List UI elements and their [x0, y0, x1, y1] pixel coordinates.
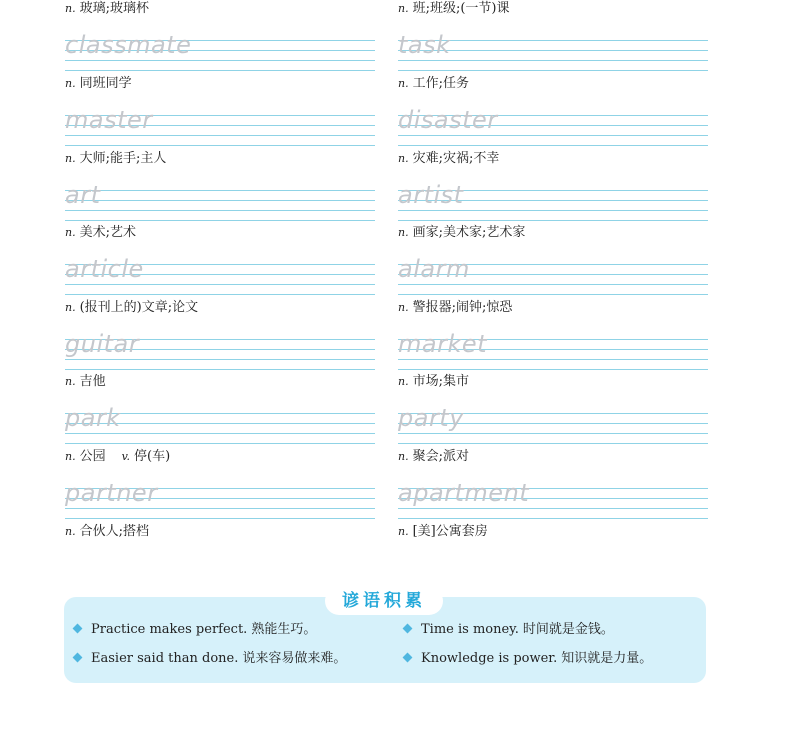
- meaning-line: n. 玻璃;玻璃杯: [65, 1, 149, 16]
- trace-word: guitar: [65, 330, 140, 358]
- trace-word: master: [65, 106, 153, 134]
- diamond-bullet-icon: [73, 624, 83, 634]
- meaning-line: n. (报刊上的)文章;论文: [65, 300, 199, 315]
- trace-word: market: [398, 330, 488, 358]
- meaning-line: n. 警报器;闹钟;惊恐: [398, 300, 513, 315]
- diamond-bullet-icon: [403, 653, 413, 663]
- trace-word: classmate: [65, 31, 192, 59]
- writing-lines: [398, 31, 708, 70]
- trace-word: partner: [65, 479, 158, 507]
- diamond-bullet-icon: [73, 653, 83, 663]
- trace-word: task: [398, 31, 451, 59]
- proverb-title: 谚语积累: [325, 587, 443, 615]
- meaning-line: n. 公园 v. 停(车): [65, 449, 171, 464]
- meaning-line: n. 市场;集市: [398, 374, 469, 389]
- writing-lines: [398, 404, 708, 443]
- writing-lines: [398, 106, 708, 145]
- writing-lines: [398, 255, 708, 294]
- writing-lines: [65, 181, 375, 220]
- proverb-item: Practice makes perfect. 熟能生巧。: [72, 620, 316, 640]
- writing-lines: [65, 404, 375, 443]
- trace-word: artist: [398, 181, 464, 209]
- meaning-line: n. 工作;任务: [398, 76, 469, 91]
- writing-lines: [398, 330, 708, 369]
- writing-lines: [65, 479, 375, 518]
- writing-lines: [65, 31, 375, 70]
- trace-word: art: [65, 181, 101, 209]
- trace-word: apartment: [398, 479, 530, 507]
- meaning-line: n. 灾难;灾祸;不幸: [398, 151, 500, 166]
- proverb-item: Time is money. 时间就是金钱。: [402, 620, 614, 640]
- writing-lines: [65, 255, 375, 294]
- meaning-line: n. 班;班级;(一节)课: [398, 1, 510, 16]
- writing-lines: [398, 479, 708, 518]
- trace-word: party: [398, 404, 464, 432]
- meaning-line: n. 聚会;派对: [398, 449, 469, 464]
- diamond-bullet-icon: [403, 624, 413, 634]
- meaning-line: n. 合伙人;搭档: [65, 524, 149, 539]
- trace-word: disaster: [398, 106, 498, 134]
- meaning-line: n. 美术;艺术: [65, 225, 136, 240]
- trace-word: park: [65, 404, 121, 432]
- writing-lines: [65, 106, 375, 145]
- meaning-line: n. 吉他: [65, 374, 106, 389]
- trace-word: alarm: [398, 255, 470, 283]
- meaning-line: n. 大师;能手;主人: [65, 151, 167, 166]
- proverb-item: Knowledge is power. 知识就是力量。: [402, 649, 652, 669]
- writing-lines: [65, 330, 375, 369]
- meaning-line: n. 同班同学: [65, 76, 132, 91]
- meaning-line: n. 画家;美术家;艺术家: [398, 225, 526, 240]
- proverb-item: Easier said than done. 说来容易做来难。: [72, 649, 346, 669]
- writing-lines: [398, 181, 708, 220]
- meaning-line: n. [美]公寓套房: [398, 524, 488, 539]
- trace-word: article: [65, 255, 144, 283]
